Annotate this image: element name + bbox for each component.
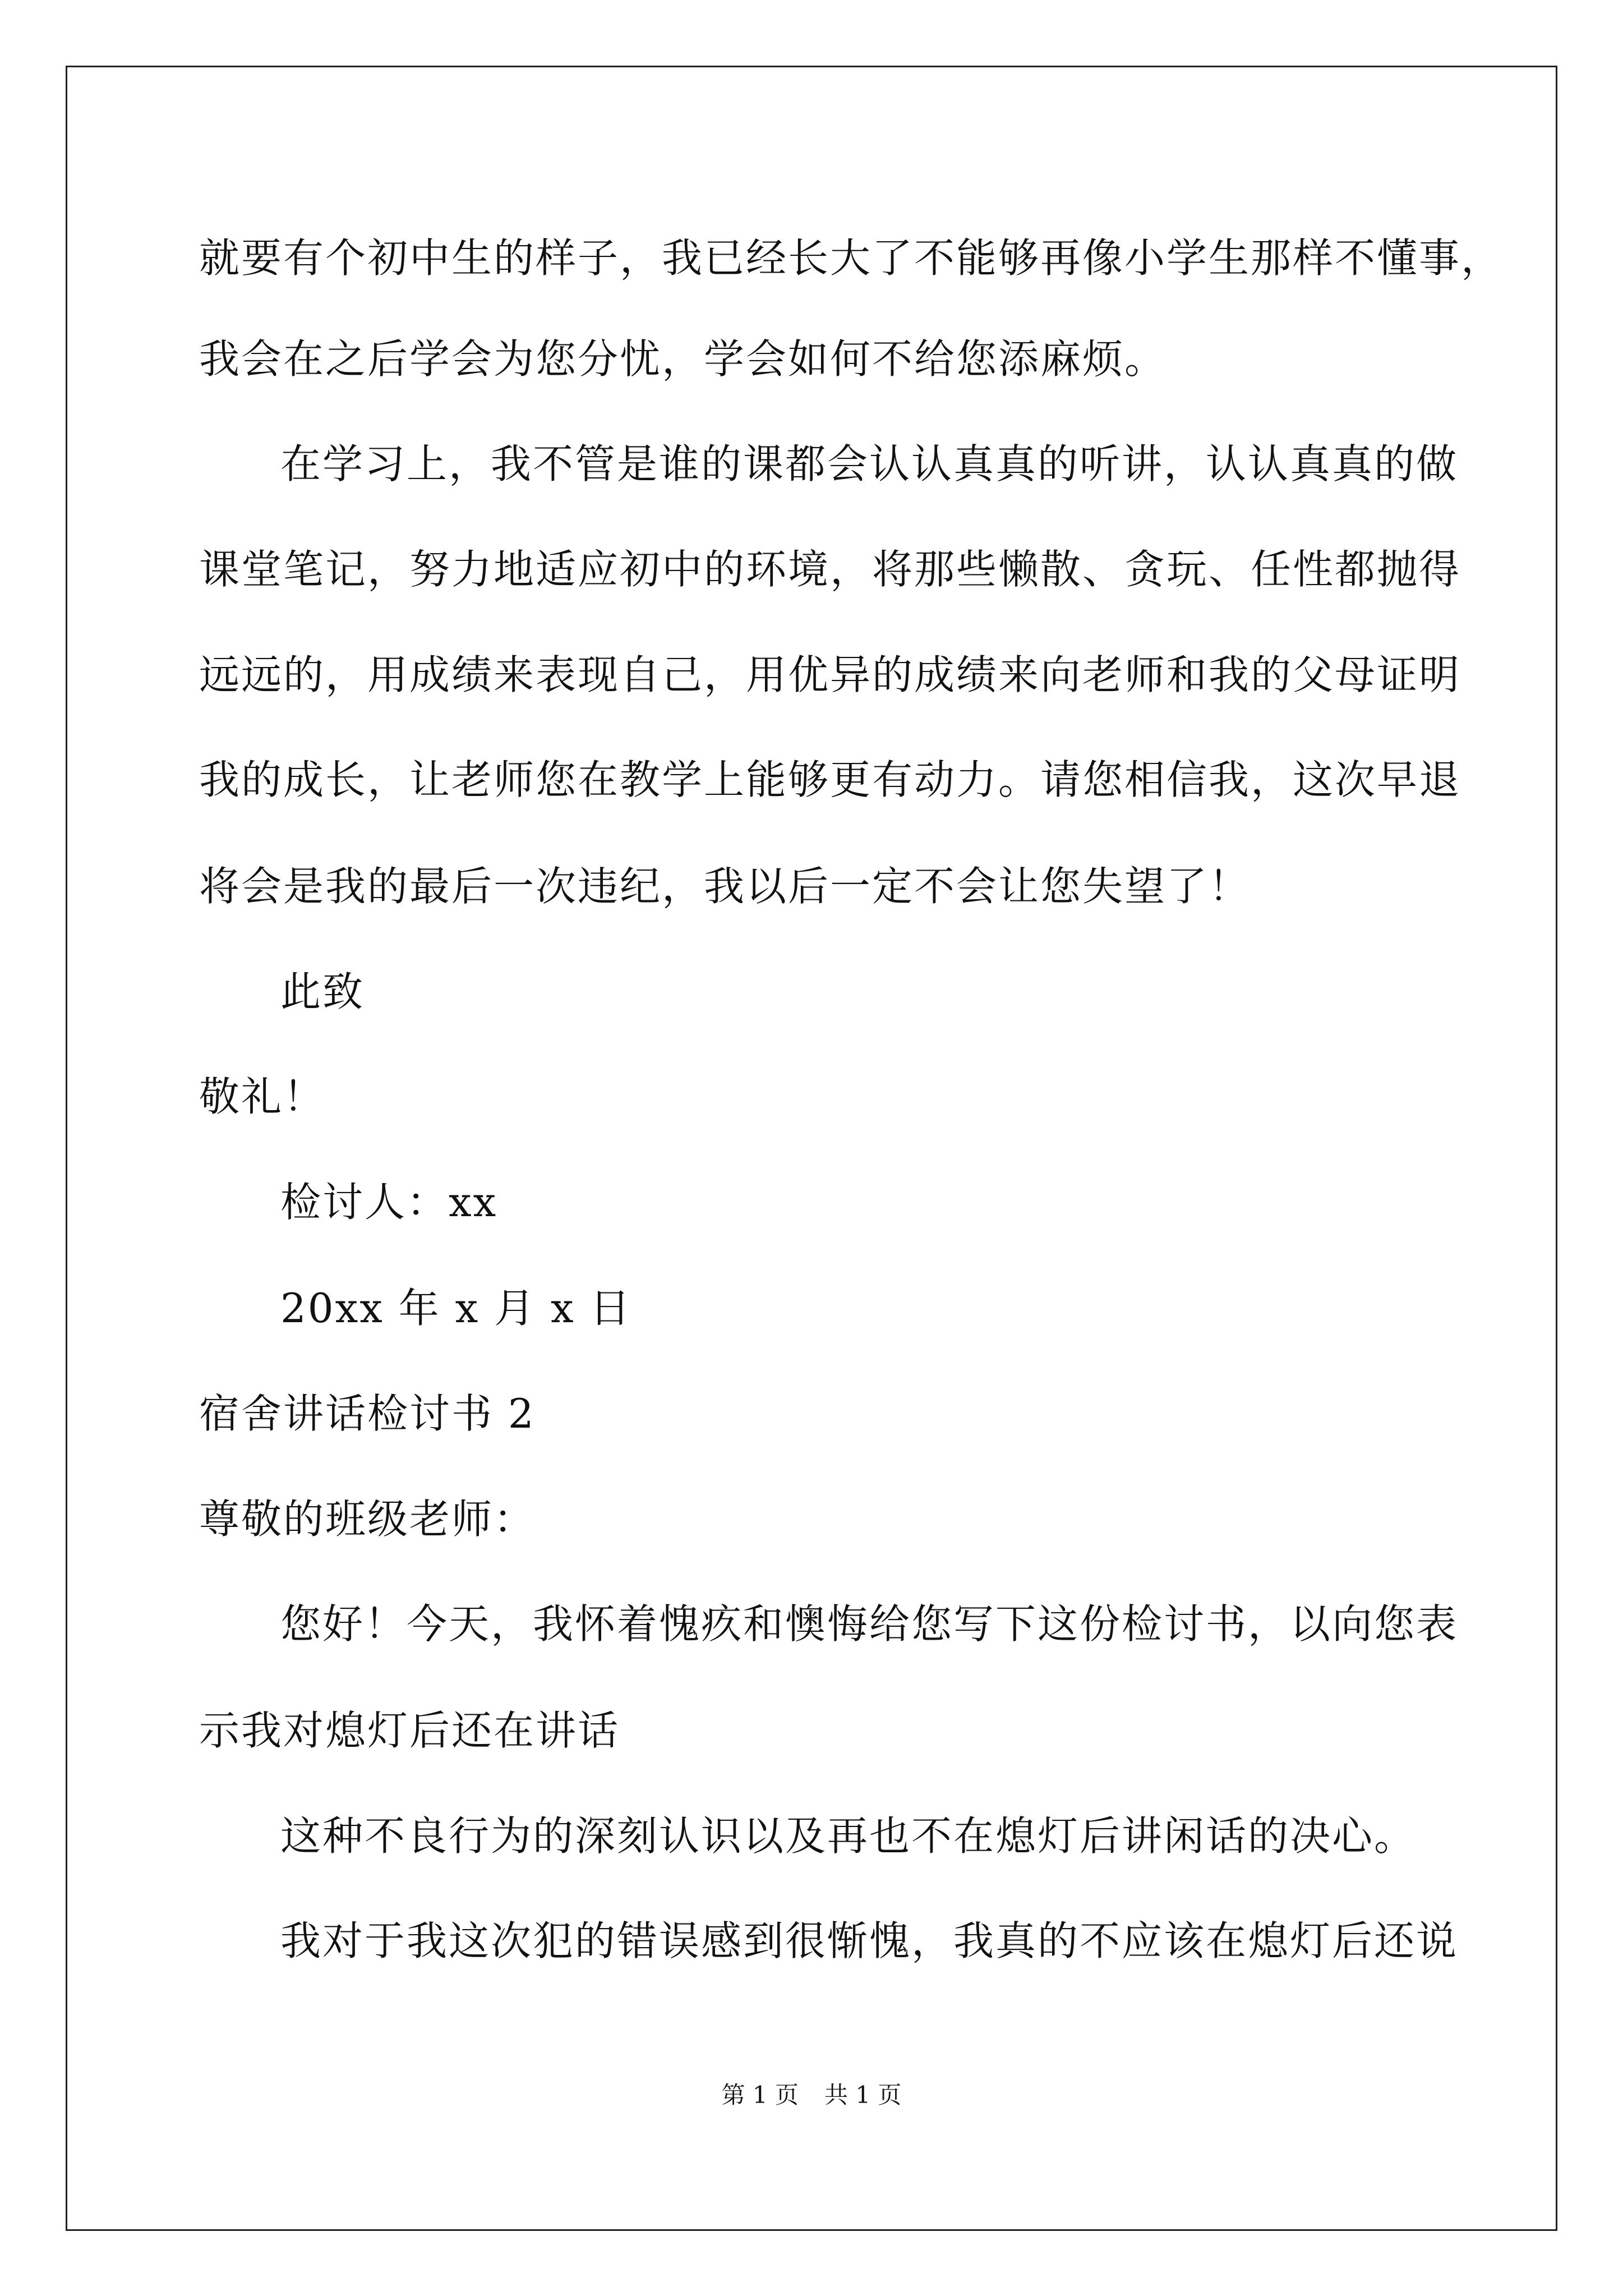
text-line-7: 将会是我的最后一次违纪，我以后一定不会让您失望了！ xyxy=(199,863,1251,910)
text-line-5: 远远的，用成绩来表现自己，用优异的成绩来向老师和我的父母证明 xyxy=(199,651,1461,698)
text-line-6: 我的成长，让老师您在教学上能够更有动力。请您相信我，这次早退 xyxy=(199,756,1461,803)
text-line-2: 我会在之后学会为您分忧，学会如何不给您添麻烦。 xyxy=(199,335,1167,383)
addressee: 尊敬的班级老师： xyxy=(199,1496,536,1543)
text-line-17: 我对于我这次犯的错误感到很惭愧，我真的不应该在熄灯后还说 xyxy=(280,1917,1459,1964)
page-border xyxy=(66,66,1557,2231)
text-line-16: 这种不良行为的深刻认识以及再也不在熄灯后讲闲话的决心。 xyxy=(280,1812,1417,1860)
text-line-15: 示我对熄灯后还在讲话 xyxy=(199,1707,620,1754)
page-number-current: 第 1 页 xyxy=(721,2081,799,2109)
text-line-14: 您好！今天，我怀着愧疚和懊悔给您写下这份检讨书，以向您表 xyxy=(280,1600,1459,1648)
page-number-total: 共 1 页 xyxy=(824,2081,902,2109)
salutation-jingli: 敬礼！ xyxy=(199,1073,326,1120)
signature-date: 20xx 年 x 月 x 日 xyxy=(280,1285,632,1332)
section-title: 宿舍讲话检讨书 2 xyxy=(199,1390,536,1437)
salutation-cizhi: 此致 xyxy=(280,968,365,1015)
page-footer xyxy=(0,2076,1623,2115)
text-line-4: 课堂笔记，努力地适应初中的环境，将那些懒散、贪玩、任性都抛得 xyxy=(199,546,1461,593)
signature-author: 检讨人：xx xyxy=(280,1179,498,1226)
text-line-3: 在学习上，我不管是谁的课都会认认真真的听讲，认认真真的做 xyxy=(280,440,1459,487)
text-line-1: 就要有个初中生的样子，我已经长大了不能够再像小学生那样不懂事， xyxy=(199,234,1504,282)
